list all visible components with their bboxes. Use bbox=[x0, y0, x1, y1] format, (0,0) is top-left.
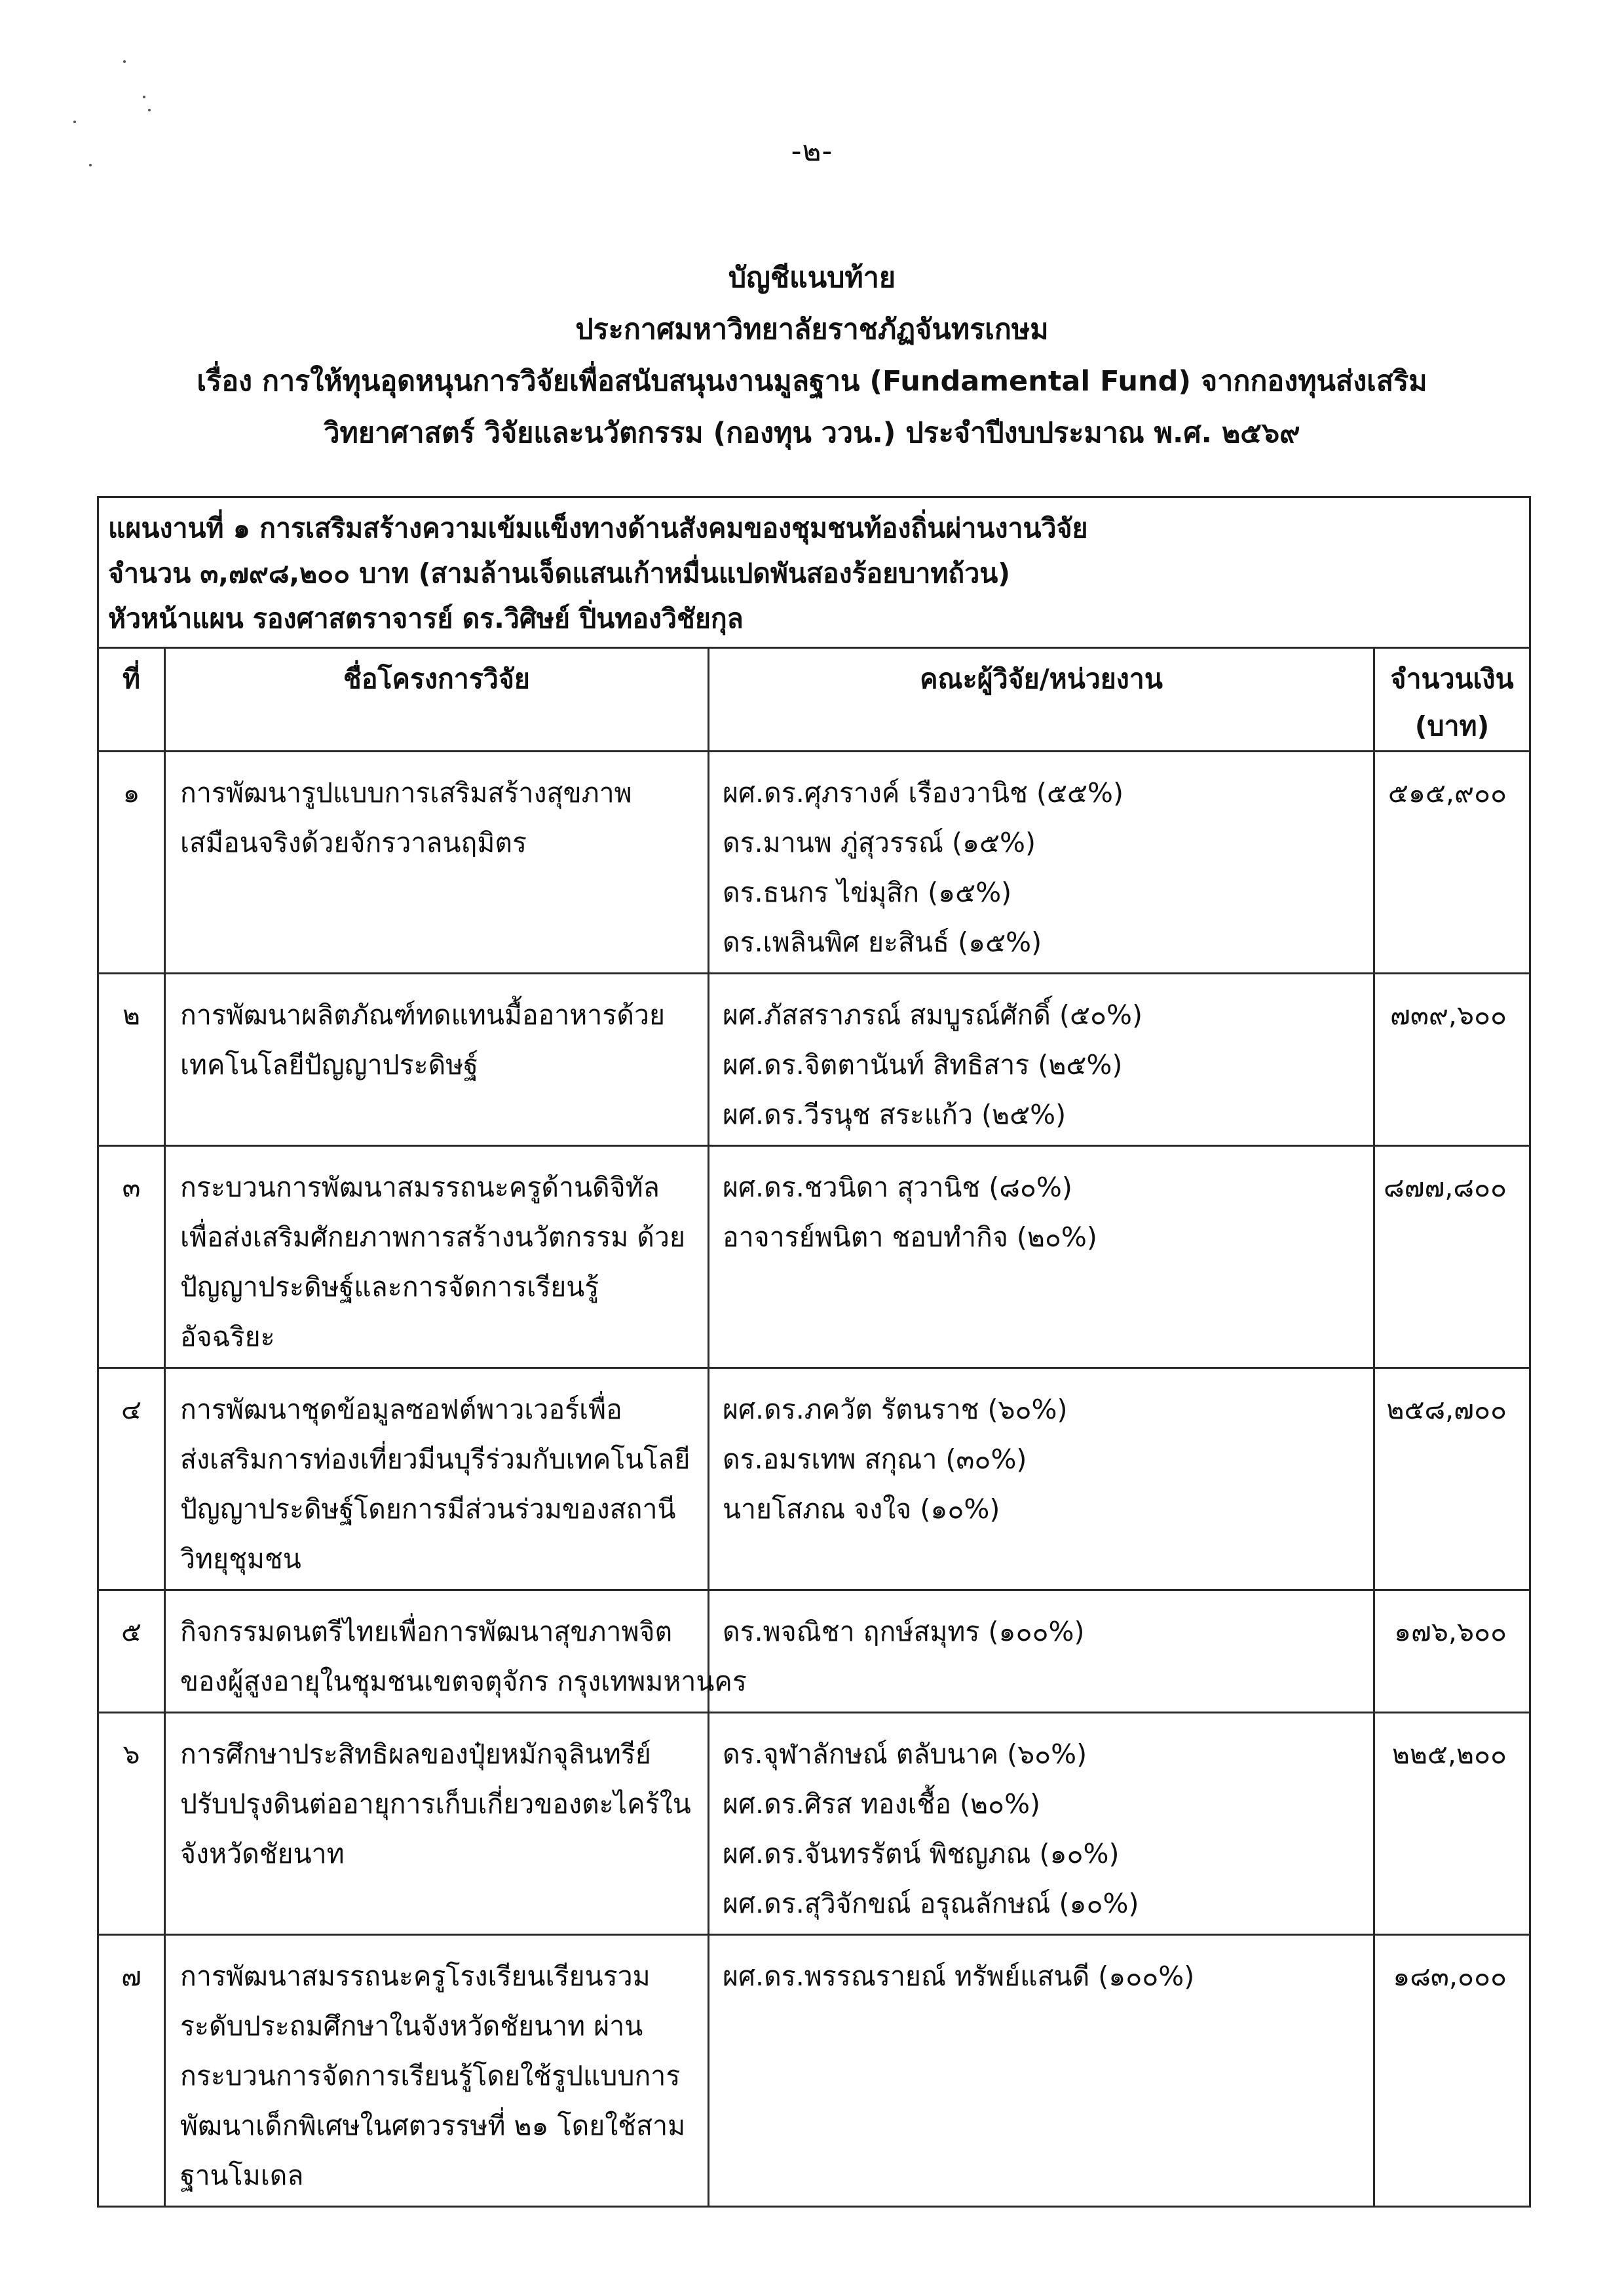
project-title bbox=[165, 1146, 709, 1368]
research-plan-table bbox=[97, 496, 1531, 2208]
project-title-line: ส่งเสริมการท่องเที่ยวมีนบุรีร่วมกับเทคโนโลยี bbox=[180, 1444, 690, 1475]
project-title-line: เพื่อส่งเสริมศักยภาพการสร้างนวัตกรรม ด้วย bbox=[180, 1221, 685, 1253]
table-row bbox=[98, 1590, 1530, 1713]
funding-amount: ๑๘๓,๐๐๐ bbox=[1374, 1935, 1530, 2207]
table-row bbox=[98, 1935, 1530, 2207]
table-body bbox=[98, 752, 1530, 2207]
plan-leader: หัวหน้าแผน รองศาสตราจารย์ ดร.วิศิษย์ ปิ่นทองวิชัยกุล bbox=[108, 603, 744, 634]
table-row bbox=[98, 1146, 1530, 1368]
scan-speck bbox=[73, 121, 76, 123]
column-header-amount bbox=[1374, 648, 1530, 752]
project-title-line: ปัญญาประดิษฐ์และการจัดการเรียนรู้ bbox=[180, 1271, 599, 1303]
research-team bbox=[709, 1590, 1374, 1713]
project-title-line: การพัฒนารูปแบบการเสริมสร้างสุขภาพ bbox=[180, 777, 632, 809]
row-number: ๖ bbox=[98, 1713, 165, 1935]
project-title-line: อัจฉริยะ bbox=[180, 1321, 275, 1352]
table-row bbox=[98, 974, 1530, 1146]
project-title-line: กิจกรรมดนตรีไทยเพื่อการพัฒนาสุขภาพจิต bbox=[180, 1616, 673, 1647]
project-title-line: กระบวนการพัฒนาสมรรถนะครูด้านดิจิทัล bbox=[180, 1172, 660, 1203]
project-title-line: ปัญญาประดิษฐ์โดยการมีส่วนร่วมของสถานี bbox=[180, 1493, 676, 1525]
project-title-line: การพัฒนาชุดข้อมูลซอฟต์พาวเวอร์เพื่อ bbox=[180, 1394, 622, 1425]
project-title-line: พัฒนาเด็กพิเศษในศตวรรษที่ ๒๑ โดยใช้สาม bbox=[180, 2110, 686, 2141]
funding-amount: ๒๕๘,๗๐๐ bbox=[1374, 1368, 1530, 1590]
table-row bbox=[98, 1713, 1530, 1935]
researcher-entry: ดร.พจณิชา ฤกษ์สมุทร (๑๐๐%) bbox=[723, 1616, 1085, 1647]
research-team bbox=[709, 752, 1374, 974]
project-title bbox=[165, 1368, 709, 1590]
researcher-entry: ผศ.ดร.ภควัต รัตนราช (๖๐%) bbox=[723, 1394, 1068, 1425]
project-title-line: เทคโนโลยีปัญญาประดิษฐ์ bbox=[180, 1049, 478, 1081]
funding-amount: ๑๗๖,๖๐๐ bbox=[1374, 1590, 1530, 1713]
row-number: ๑ bbox=[98, 752, 165, 974]
project-title-line: การพัฒนาสมรรถนะครูโรงเรียนเรียนรวม bbox=[180, 1961, 651, 1992]
researcher-entry: ผศ.ดร.ศุภรางค์ เรืองวานิช (๕๕%) bbox=[723, 777, 1124, 809]
plan-info-cell bbox=[98, 497, 1530, 648]
scan-speck bbox=[123, 60, 126, 63]
researcher-entry: ดร.มานพ ภู่สุวรรณ์ (๑๕%) bbox=[723, 827, 1036, 858]
header-line-1: บัญชีแนบท้าย bbox=[728, 261, 896, 294]
header-line-4: วิทยาศาสตร์ วิจัยและนวัตกรรม (กองทุน ววน.) ประจำปีงบประมาณ พ.ศ. ๒๕๖๙ bbox=[324, 417, 1300, 450]
researcher-entry: ผศ.ภัสสราภรณ์ สมบูรณ์ศักดิ์ (๕๐%) bbox=[723, 999, 1142, 1031]
project-title-line: ระดับประถมศึกษาในจังหวัดชัยนาท ผ่าน bbox=[180, 2010, 643, 2042]
researcher-entry: ดร.อมรเทพ สกุณา (๓๐%) bbox=[723, 1444, 1027, 1475]
column-header-title: ชื่อโครงการวิจัย bbox=[165, 648, 709, 752]
researcher-entry: ผศ.ดร.วีรนุช สระแก้ว (๒๕%) bbox=[723, 1099, 1067, 1130]
researcher-entry: ผศ.ดร.ชวนิดา สุวานิช (๘๐%) bbox=[723, 1172, 1072, 1203]
column-header-no: ที่ bbox=[98, 648, 165, 752]
project-title bbox=[165, 752, 709, 974]
document-header bbox=[0, 252, 1624, 459]
plan-name: แผนงานที่ ๑ การเสริมสร้างความเข้มแข็งทางด้านสังคมของชุมชนท้องถิ่นผ่านงานวิจัย bbox=[108, 512, 1088, 544]
funding-amount: ๕๑๕,๙๐๐ bbox=[1374, 752, 1530, 974]
research-team bbox=[709, 1146, 1374, 1368]
plan-info-row bbox=[98, 497, 1530, 648]
row-number: ๓ bbox=[98, 1146, 165, 1368]
row-number: ๔ bbox=[98, 1368, 165, 1590]
funding-amount: ๘๗๗,๘๐๐ bbox=[1374, 1146, 1530, 1368]
project-title-line: วิทยุชุมชน bbox=[180, 1543, 301, 1575]
column-header-amount-line-1: จำนวนเงิน bbox=[1390, 663, 1514, 695]
project-title bbox=[165, 1713, 709, 1935]
header-line-3: เรื่อง การให้ทุนอุดหนุนการวิจัยเพื่อสนับสนุนงานมูลฐาน (Fundamental Fund) จากกองทุนส่งเสริม bbox=[197, 365, 1427, 398]
researcher-entry: ผศ.ดร.พรรณรายณ์ ทรัพย์แสนดี (๑๐๐%) bbox=[723, 1961, 1195, 1992]
researcher-entry: ผศ.ดร.จิตตานันท์ สิทธิสาร (๒๕%) bbox=[723, 1049, 1123, 1081]
project-title-line: การพัฒนาผลิตภัณฑ์ทดแทนมื้ออาหารด้วย bbox=[180, 999, 666, 1031]
project-title bbox=[165, 1935, 709, 2207]
research-team bbox=[709, 1713, 1374, 1935]
project-title-line: ฐานโมเดล bbox=[180, 2160, 304, 2191]
project-title bbox=[165, 1590, 747, 1713]
project-title-line: ปรับปรุงดินต่ออายุการเก็บเกี่ยวของตะไคร้ใน bbox=[180, 1788, 691, 1820]
project-title-line: จังหวัดชัยนาท bbox=[180, 1838, 345, 1869]
scan-speck bbox=[143, 96, 145, 98]
plan-amount: จำนวน ๓,๗๙๘,๒๐๐ บาท (สามล้านเจ็ดแสนเก้าหมื่นแปดพันสองร้อยบาทถ้วน) bbox=[108, 558, 1010, 589]
project-title-line: การศึกษาประสิทธิผลของปุ๋ยหมักจุลินทรีย์ bbox=[180, 1738, 651, 1770]
project-title-line: เสมือนจริงด้วยจักรวาลนฤมิตร bbox=[180, 827, 527, 858]
row-number: ๕ bbox=[98, 1590, 165, 1713]
researcher-entry: อาจารย์พนิตา ชอบทำกิจ (๒๐%) bbox=[723, 1221, 1097, 1253]
project-title bbox=[165, 974, 709, 1146]
column-header-row bbox=[98, 648, 1530, 752]
row-number: ๒ bbox=[98, 974, 165, 1146]
researcher-entry: ผศ.ดร.สุวิจักขณ์ อรุณลักษณ์ (๑๐%) bbox=[723, 1888, 1139, 1919]
research-team bbox=[709, 1935, 1374, 2207]
researcher-entry: ดร.ธนกร ไข่มุสิก (๑๕%) bbox=[723, 877, 1012, 908]
funding-amount: ๒๒๕,๒๐๐ bbox=[1374, 1713, 1530, 1935]
header-line-2: ประกาศมหาวิทยาลัยราชภัฏจันทรเกษม bbox=[575, 313, 1049, 346]
scan-speck bbox=[148, 109, 151, 111]
column-header-team: คณะผู้วิจัย/หน่วยงาน bbox=[709, 648, 1374, 752]
row-number: ๗ bbox=[98, 1935, 165, 2207]
researcher-entry: ผศ.ดร.จันทรรัตน์ พิชญภณ (๑๐%) bbox=[723, 1838, 1120, 1869]
research-team bbox=[709, 1368, 1374, 1590]
researcher-entry: ดร.เพลินพิศ ยะสินธ์ (๑๕%) bbox=[723, 927, 1042, 958]
project-title-line: ของผู้สูงอายุในชุมชนเขตจตุจักร กรุงเทพมหานคร bbox=[180, 1666, 747, 1697]
table-row bbox=[98, 1368, 1530, 1590]
table-row bbox=[98, 752, 1530, 974]
researcher-entry: ผศ.ดร.ศิรส ทองเชื้อ (๒๐%) bbox=[723, 1788, 1041, 1820]
project-title-line: กระบวนการจัดการเรียนรู้โดยใช้รูปแบบการ bbox=[180, 2060, 681, 2092]
researcher-entry: ดร.จุฬาลักษณ์ ตลับนาค (๖๐%) bbox=[723, 1738, 1087, 1770]
page-number: -๒- bbox=[791, 134, 833, 168]
funding-amount: ๗๓๙,๖๐๐ bbox=[1374, 974, 1530, 1146]
column-header-amount-line-2: (บาท) bbox=[1414, 710, 1490, 742]
research-team bbox=[709, 974, 1374, 1146]
researcher-entry: นายโสภณ จงใจ (๑๐%) bbox=[723, 1493, 1000, 1525]
